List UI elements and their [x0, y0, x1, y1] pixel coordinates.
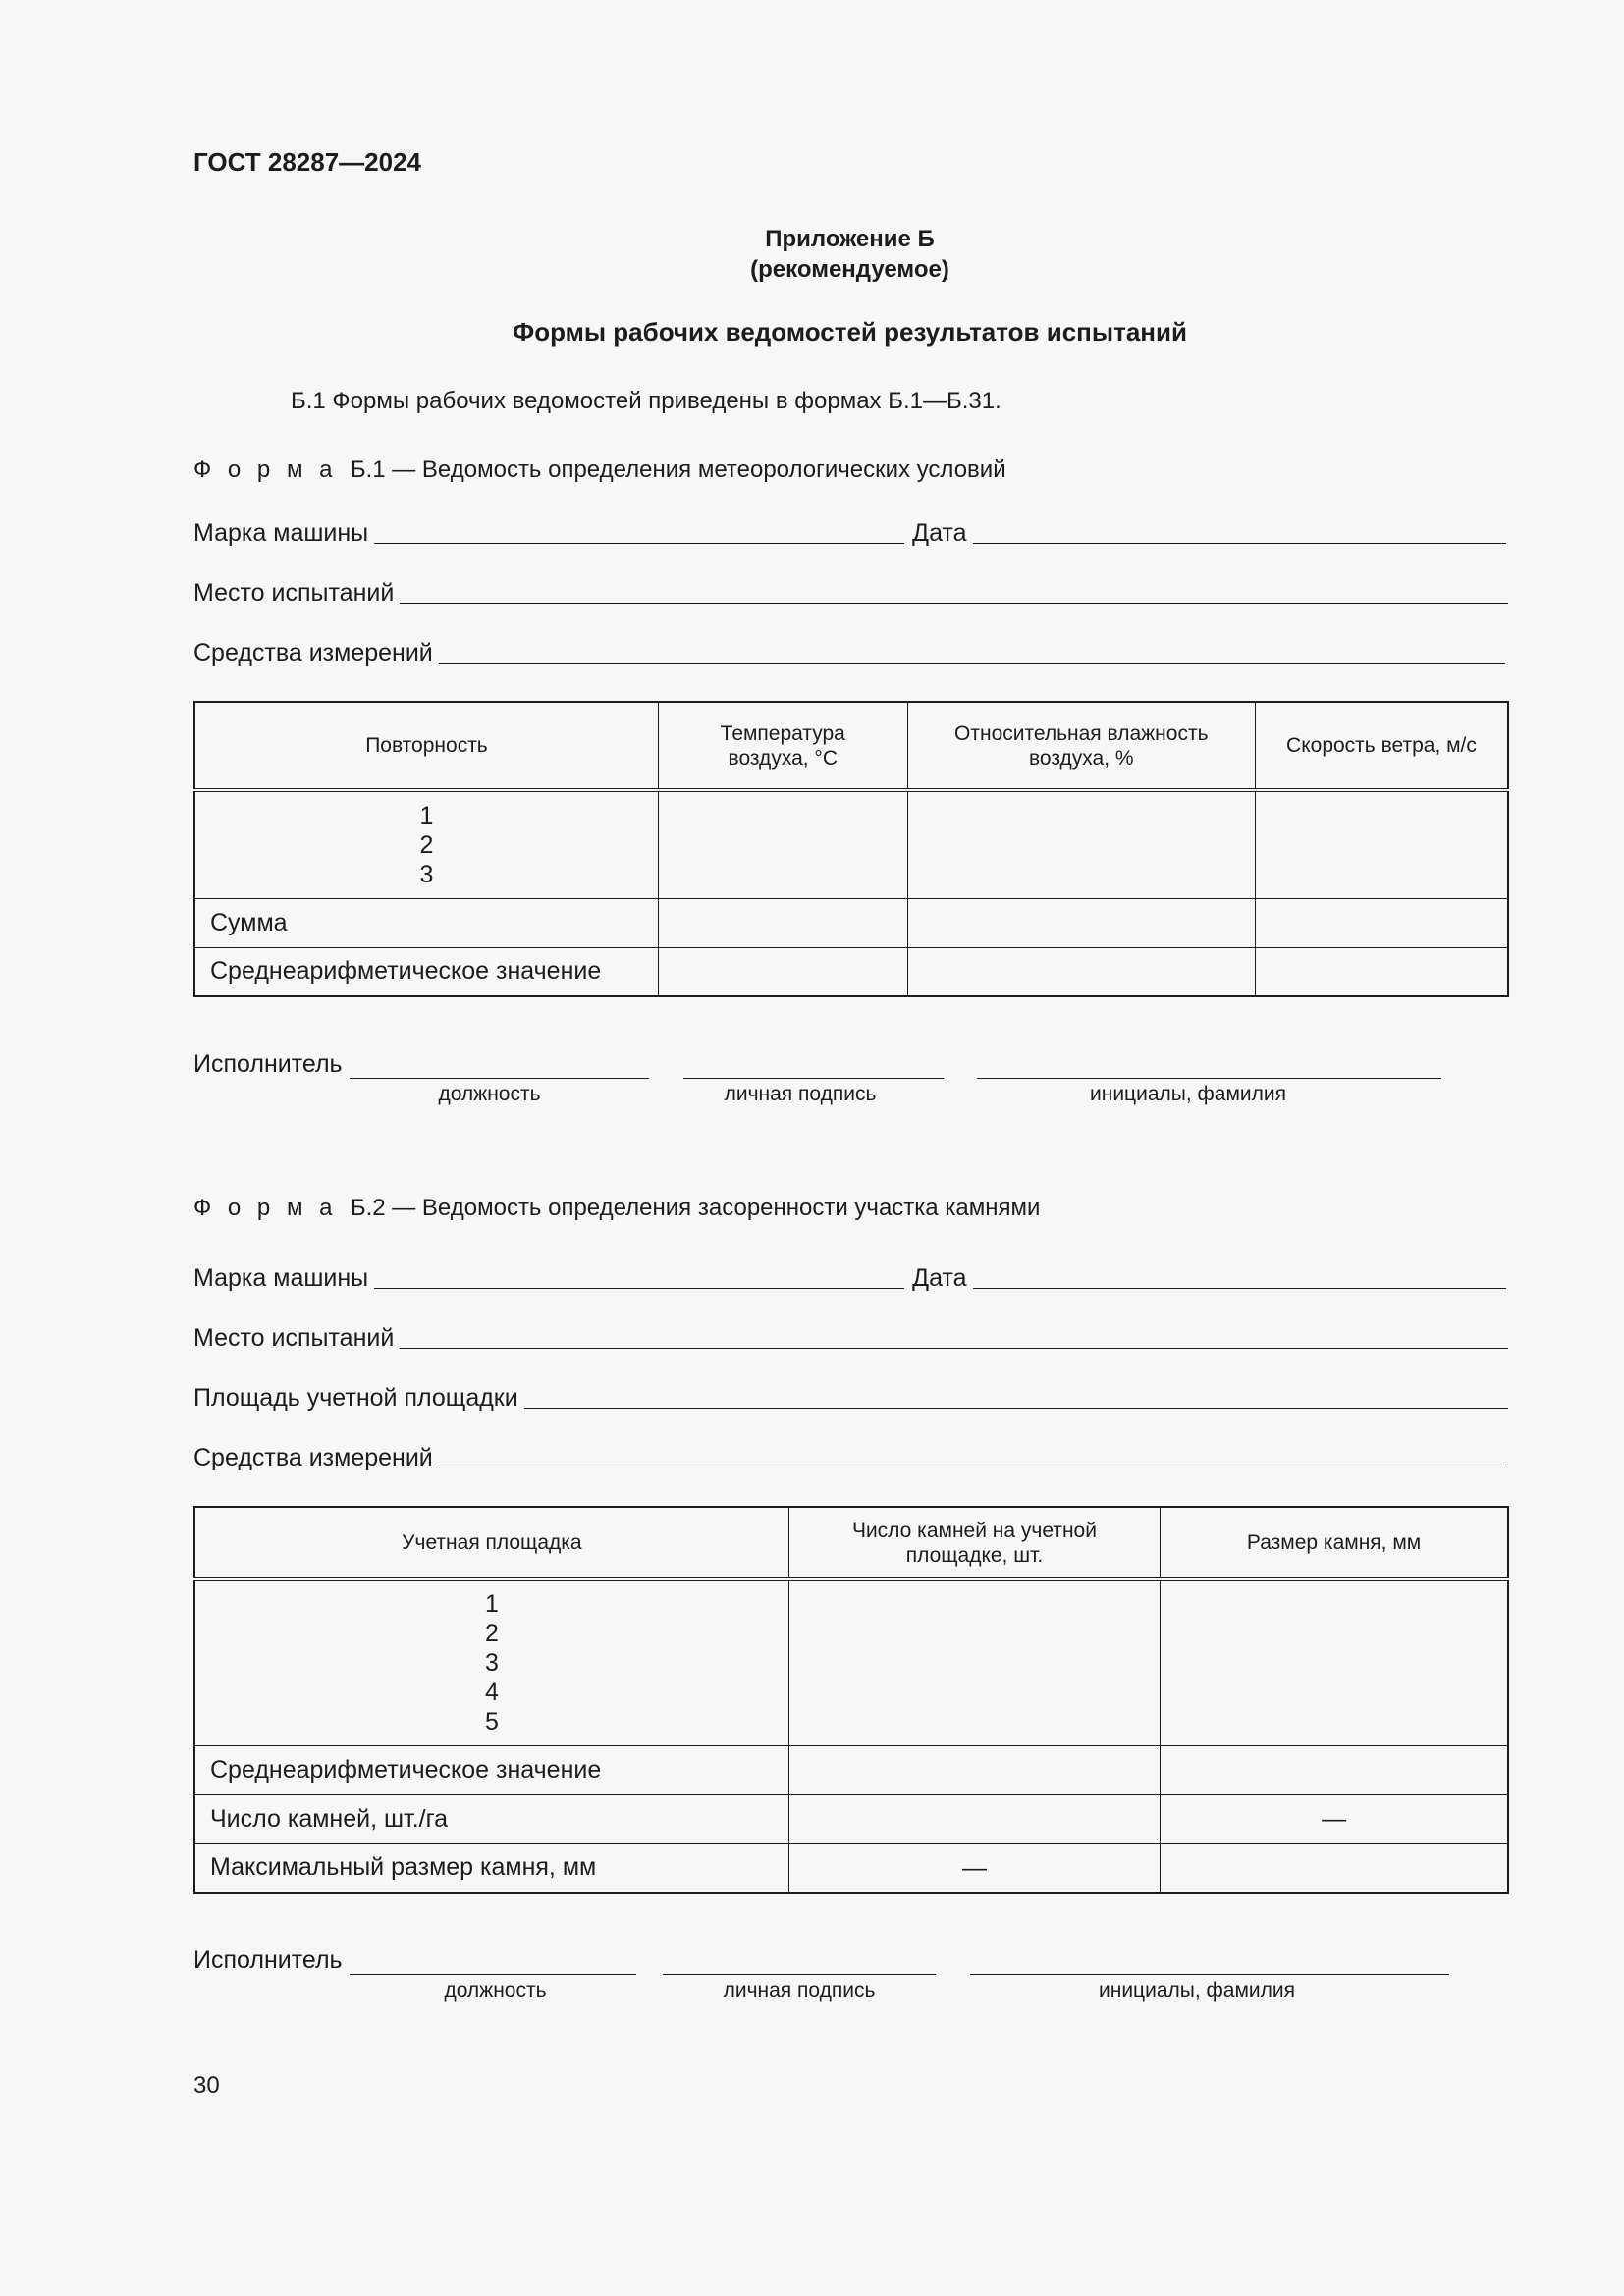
repeat-2: 2	[419, 830, 434, 859]
instruments-blank[interactable]	[439, 663, 1505, 664]
form2-title	[193, 1195, 1040, 1222]
header-area: Учетная площадка	[194, 1507, 788, 1579]
table-cell[interactable]	[788, 1745, 1160, 1794]
machine-label: Марка машины	[193, 519, 369, 547]
place-blank[interactable]	[400, 1348, 1508, 1349]
repeat-1: 1	[419, 801, 434, 829]
area-numbers	[194, 1579, 788, 1745]
form1-table	[193, 701, 1509, 997]
header-temperature: Температура воздуха, °С	[658, 702, 907, 790]
form2-table	[193, 1506, 1509, 1894]
header-repeat: Повторность	[194, 702, 658, 790]
table-cell[interactable]	[658, 898, 907, 947]
table-cell[interactable]	[1161, 1843, 1508, 1893]
signature-blank[interactable]	[683, 1078, 944, 1079]
signature-blank[interactable]	[663, 1974, 936, 1975]
form1-machine-field[interactable]	[193, 512, 1506, 548]
form2-signature	[193, 1947, 343, 1975]
form2-instruments-field[interactable]	[193, 1437, 1505, 1472]
caption-signature: личная подпись	[723, 1979, 876, 2002]
caption-name: инициалы, фамилия	[1099, 1979, 1295, 2002]
table-cell[interactable]	[1255, 898, 1508, 947]
machine-label: Марка машины	[193, 1264, 369, 1292]
form2-machine-field[interactable]	[193, 1257, 1506, 1293]
form1-instruments-field[interactable]	[193, 632, 1505, 667]
form2-area-field[interactable]	[193, 1377, 1508, 1413]
machine-blank[interactable]	[374, 1288, 904, 1289]
place-blank[interactable]	[400, 603, 1508, 604]
machine-blank[interactable]	[374, 543, 904, 544]
table-cell[interactable]	[907, 898, 1255, 947]
area-label: Площадь учетной площадки	[193, 1384, 518, 1412]
table-cell[interactable]	[658, 947, 907, 996]
position-blank[interactable]	[350, 1078, 649, 1079]
row-sum-label: Сумма	[194, 898, 658, 947]
caption-position: должность	[444, 1979, 547, 2002]
area-1: 1	[484, 1590, 499, 1619]
table-cell[interactable]	[907, 947, 1255, 996]
row-stone-count-label: Число камней, шт./га	[194, 1794, 788, 1843]
caption-name: инициалы, фамилия	[1090, 1083, 1286, 1105]
name-blank[interactable]	[970, 1974, 1449, 1975]
executor-label: Исполнитель	[193, 1050, 343, 1078]
form-word: Ф о р м а	[193, 1195, 338, 1221]
header-humidity: Относительная влажность воздуха, %	[907, 702, 1255, 790]
place-label: Место испытаний	[193, 1324, 395, 1352]
form1-signature	[193, 1050, 343, 1079]
date-blank[interactable]	[973, 543, 1506, 544]
repeat-numbers	[194, 790, 658, 898]
area-5: 5	[484, 1708, 499, 1736]
header-stone-count: Число камней на учетной площадке, шт.	[788, 1507, 1160, 1579]
date-label: Дата	[912, 1264, 967, 1292]
table-cell[interactable]	[788, 1579, 1160, 1745]
dash-cell: —	[788, 1843, 1160, 1893]
table-cell[interactable]	[1255, 947, 1508, 996]
form1-place-field[interactable]	[193, 572, 1508, 608]
date-label: Дата	[912, 519, 967, 547]
table-cell[interactable]	[658, 790, 907, 898]
table-cell[interactable]	[1161, 1745, 1508, 1794]
area-2: 2	[484, 1620, 499, 1648]
place-label: Место испытаний	[193, 579, 395, 607]
row-max-size-label: Максимальный размер камня, мм	[194, 1843, 788, 1893]
intro-paragraph: Б.1 Формы рабочих ведомостей приведены в формах Б.1—Б.31.	[291, 388, 1001, 414]
caption-signature: личная подпись	[724, 1083, 877, 1105]
form1-title-text: Б.1 — Ведомость определения метеорологических условий	[350, 456, 1006, 483]
form1-title	[193, 456, 1006, 484]
form-word: Ф о р м а	[193, 456, 338, 483]
executor-label: Исполнитель	[193, 1947, 343, 1974]
appendix-title: Приложение Б	[765, 226, 935, 252]
table-cell[interactable]	[1255, 790, 1508, 898]
position-blank[interactable]	[350, 1974, 636, 1975]
caption-position: должность	[438, 1083, 541, 1105]
name-blank[interactable]	[977, 1078, 1441, 1079]
area-3: 3	[484, 1649, 499, 1678]
area-blank[interactable]	[524, 1408, 1508, 1409]
document-code: ГОСТ 28287—2024	[193, 147, 421, 177]
header-wind: Скорость ветра, м/с	[1255, 702, 1508, 790]
table-cell[interactable]	[788, 1794, 1160, 1843]
table-cell[interactable]	[907, 790, 1255, 898]
header-stone-size: Размер камня, мм	[1161, 1507, 1508, 1579]
row-mean-label: Среднеарифметическое значение	[194, 1745, 788, 1794]
table-cell[interactable]	[1161, 1579, 1508, 1745]
appendix-note: (рекомендуемое)	[750, 256, 949, 283]
form2-place-field[interactable]	[193, 1317, 1508, 1353]
dash-cell: —	[1161, 1794, 1508, 1843]
row-mean-label: Среднеарифметическое значение	[194, 947, 658, 996]
page-number: 30	[193, 2072, 220, 2099]
instruments-label: Средства измерений	[193, 1444, 433, 1471]
instruments-label: Средства измерений	[193, 639, 433, 667]
repeat-3: 3	[419, 860, 434, 888]
appendix-heading: Формы рабочих ведомостей результатов испытаний	[513, 317, 1187, 347]
date-blank[interactable]	[973, 1288, 1506, 1289]
area-4: 4	[484, 1679, 499, 1707]
form2-title-text: Б.2 — Ведомость определения засоренности участка камнями	[350, 1195, 1041, 1221]
